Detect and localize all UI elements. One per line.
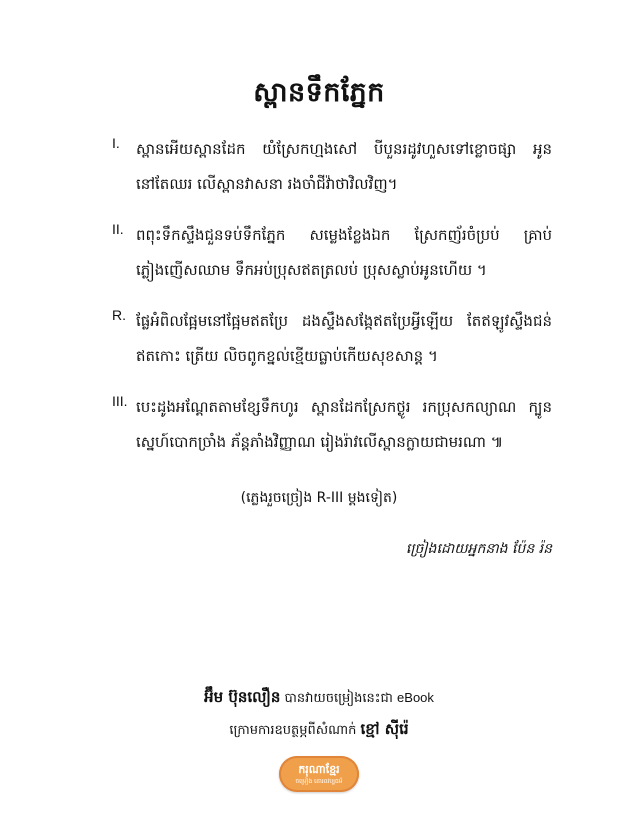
typist-text: បានវាយចម្រៀងនេះជា bbox=[284, 691, 393, 706]
verse-number: III. bbox=[112, 393, 128, 409]
verse-text: បេះដូងអណ្ដែតតាមខ្សែទឹកហូរ ស្ពានដែកស្រែកថ្ងូរ រកប្រុសកល្យាណ ក្បូនស្នេហ៍បោកច្រាំង ភ័ន្តភាំងវិញ្ញាណ រៀងរ៉ាវលើស្ពានក្លាយជាមរណា ៕ bbox=[136, 398, 552, 451]
sponsor-credit bbox=[0, 720, 638, 742]
singer-credit: ច្រៀងដោយអ្នកនាង ប៉ែន រ៉ន bbox=[405, 541, 552, 557]
verse-text: ពពុះទឹកស្ទឹងជួនទប់ទឹកភ្នែក សម្លេងខ្លែងឯក ស្រែកញ័រចំប្រប់ គ្រាប់ភ្លៀងញើសឈាម ទឹកអប់ប្រុសឥតត្រលប់ ប្រុសស្លាប់អូនហើយ ។ bbox=[136, 226, 552, 279]
repeat-note: (ភ្លេងរួចច្រៀង R-III ម្ដងទៀត) bbox=[240, 490, 398, 506]
verse-number: R. bbox=[112, 307, 126, 323]
verse-text: ស្ពានអើយស្ពានដែក យំស្រែកហ្មងសៅ បីបួនរដូវហួសទៅខ្លោចផ្សា អូននៅតែឈរ លើស្ពានវាសនា រងចាំជីវ៉ាថាវិលវិញ។ bbox=[136, 140, 552, 193]
verse-2 bbox=[112, 218, 552, 288]
logo-title: ករុណាខ្មែរ bbox=[298, 762, 340, 776]
typist-name: អ៊ឹម ប៊ុនលឿន bbox=[204, 688, 281, 706]
sponsor-text: ក្រោមការឧបត្ថម្ភពីសំណាក់ bbox=[229, 723, 357, 738]
ebook-label: eBook bbox=[397, 690, 434, 705]
verse-number: I. bbox=[112, 135, 120, 151]
sponsor-name: ខ្មៅ ស៊ីរ៉េ bbox=[360, 720, 409, 738]
verse-number: II. bbox=[112, 221, 124, 237]
verse-3 bbox=[112, 390, 552, 460]
verse-1 bbox=[112, 132, 552, 202]
verse-text: ផ្លែអំពិលផ្អែមនៅផ្អែមឥតប្រែ ដងស្ទឹងសង្កែឥតប្រែអ្វីឡើយ តែឥឡូវស្ទឹងជន់ឥតកោះ ត្រើយ លិចពូកខ្នល់ខ្មើយធ្លាប់កើយសុខសាន្ត ។ bbox=[136, 312, 552, 365]
typist-credit bbox=[0, 688, 638, 710]
lyrics bbox=[112, 132, 552, 476]
song-title: ស្ពានទឹកភ្នែក bbox=[253, 77, 385, 108]
publisher-logo bbox=[279, 756, 359, 792]
refrain bbox=[112, 304, 552, 374]
logo-subtitle: ចម្រៀង គោរពវប្បធម៌ bbox=[295, 777, 343, 785]
